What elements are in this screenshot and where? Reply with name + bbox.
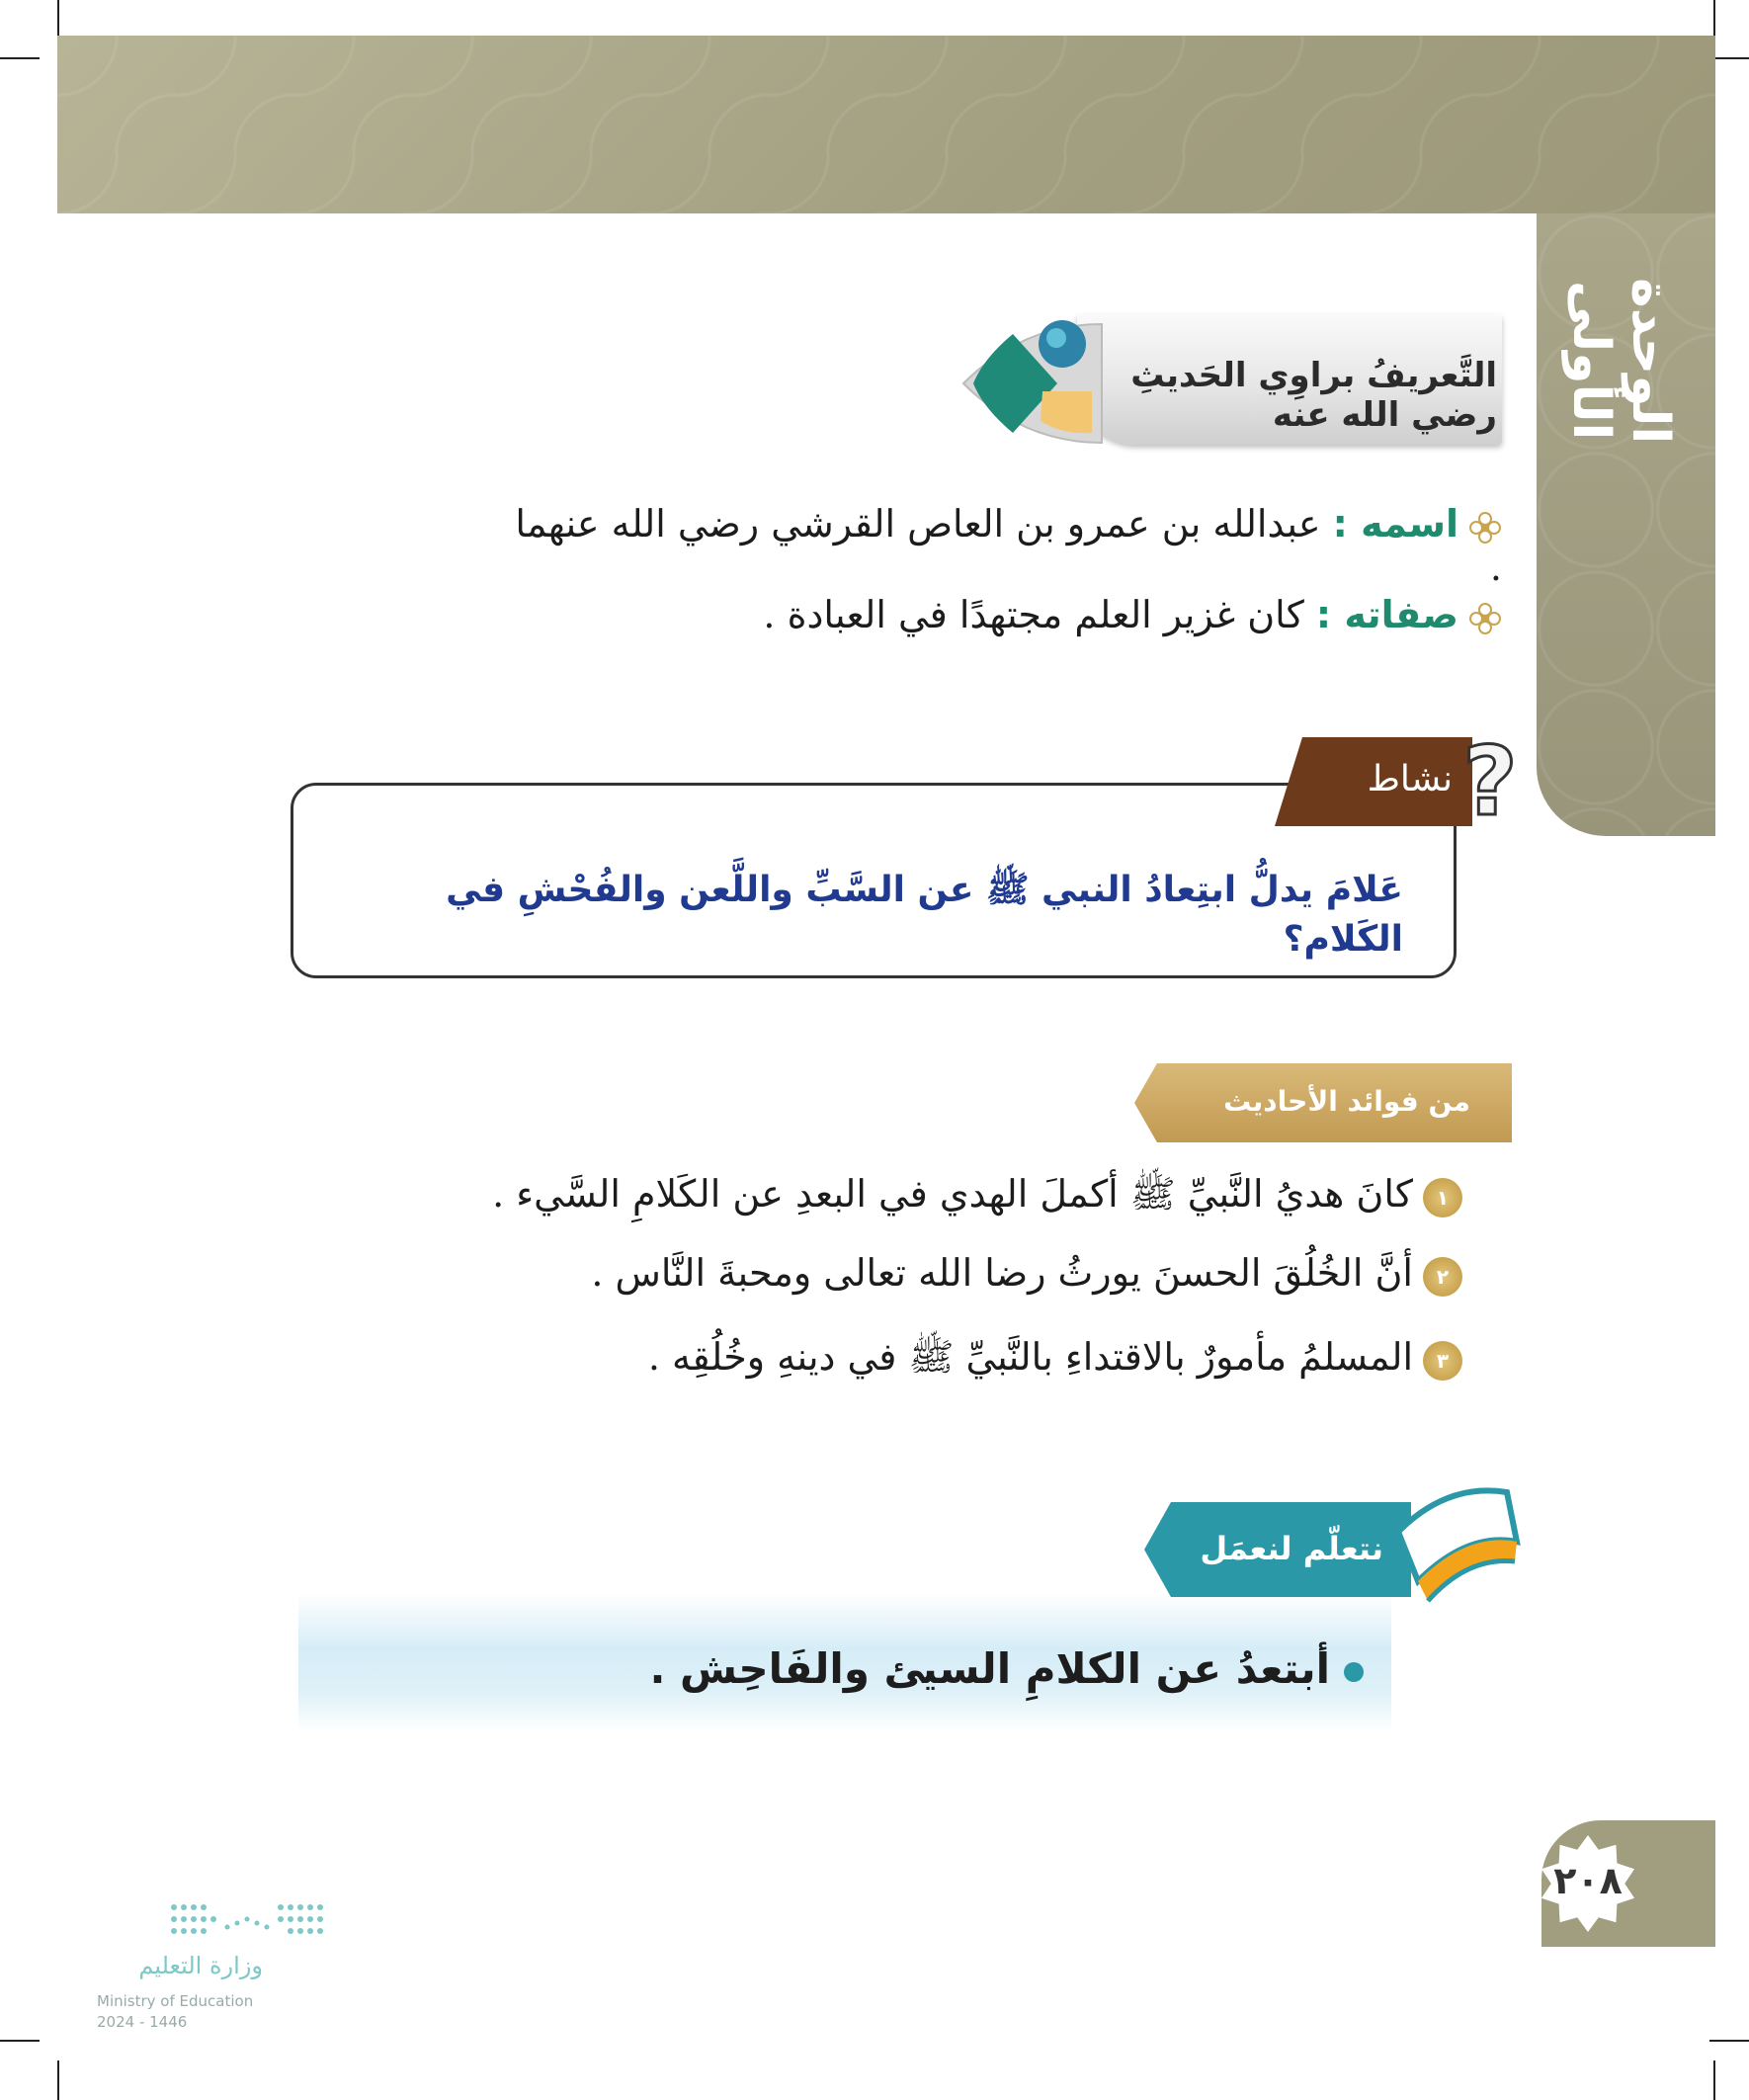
narrator-traits-label: صفاته : xyxy=(1315,593,1458,636)
activity-tab-label: نشاط xyxy=(1367,759,1453,799)
flower-bullet-icon xyxy=(1468,602,1502,635)
bullet-dot-icon xyxy=(1344,1662,1364,1682)
unit-title: الوحدة الأولى xyxy=(1561,277,1680,445)
crop-mark xyxy=(57,2060,59,2100)
number-badge: ٢ xyxy=(1423,1257,1462,1297)
top-ornament-band xyxy=(57,36,1715,213)
benefit-text: كانَ هديُ النَّبيِّ ﷺ أكملَ الهدي في البعدِ عن الكَلامِ السَّيء . xyxy=(492,1172,1413,1216)
learn-to-act-statement xyxy=(336,1644,1364,1693)
ministry-logo-icon xyxy=(168,1897,326,1943)
narrator-name-label: اسمه : xyxy=(1332,502,1458,546)
narrator-traits-text: كان غزير العلم مجتهدًا في العبادة . xyxy=(763,593,1304,636)
benefit-item xyxy=(375,1171,1462,1225)
ministry-year: 2024 - 1446 xyxy=(97,2013,188,2031)
narrator-section-title: التَّعريفُ براوِي الحَديثِ رضي الله عنه xyxy=(1130,356,1497,435)
learn-to-act-text: أبتعدُ عن الكلامِ السيئ والفَاحِش . xyxy=(649,1644,1330,1693)
crop-mark xyxy=(1713,2060,1715,2100)
crop-mark xyxy=(1709,2040,1749,2042)
narrator-traits-line xyxy=(494,593,1502,636)
page-number: ٢٠٨ xyxy=(1553,1859,1623,1902)
activity-question: عَلامَ يدلُّ ابتِعادُ النبي ﷺ عن السَّبِّ واللَّعن والفُحْشِ في الكَلام؟ xyxy=(446,870,1403,960)
book-icon xyxy=(1388,1472,1527,1621)
narrator-name-text: عبدالله بن عمرو بن العاص القرشي رضي الله عنهما . xyxy=(515,502,1502,589)
crop-mark xyxy=(57,0,59,40)
benefit-item xyxy=(375,1251,1462,1297)
benefit-item xyxy=(375,1334,1462,1388)
petal-ornament-icon xyxy=(954,314,1112,453)
benefit-text: أنَّ الخُلُقَ الحسنَ يورثُ رضا الله تعالى ومحبةَ النَّاس . xyxy=(591,1251,1413,1295)
crop-mark xyxy=(1709,57,1749,59)
crop-mark xyxy=(1713,0,1715,40)
ministry-name-en: Ministry of Education xyxy=(97,1992,254,2010)
ministry-name-ar: وزارة التعليم xyxy=(138,1952,263,1979)
flower-bullet-icon xyxy=(1468,511,1502,545)
learn-to-act-label: نتعلّم لنعمَل xyxy=(1200,1530,1383,1567)
number-badge: ٣ xyxy=(1423,1341,1462,1381)
question-mark-icon: ? xyxy=(1462,726,1518,837)
benefits-title: من فوائد الأحاديث xyxy=(1223,1085,1470,1118)
crop-mark xyxy=(0,57,40,59)
crop-mark xyxy=(0,2040,40,2042)
narrator-name-line xyxy=(494,502,1502,589)
number-badge: ١ xyxy=(1423,1178,1462,1218)
benefit-text: المسلمُ مأمورٌ بالاقتداءِ بالنَّبيِّ ﷺ في دينهِ وخُلُقِه . xyxy=(647,1335,1413,1379)
